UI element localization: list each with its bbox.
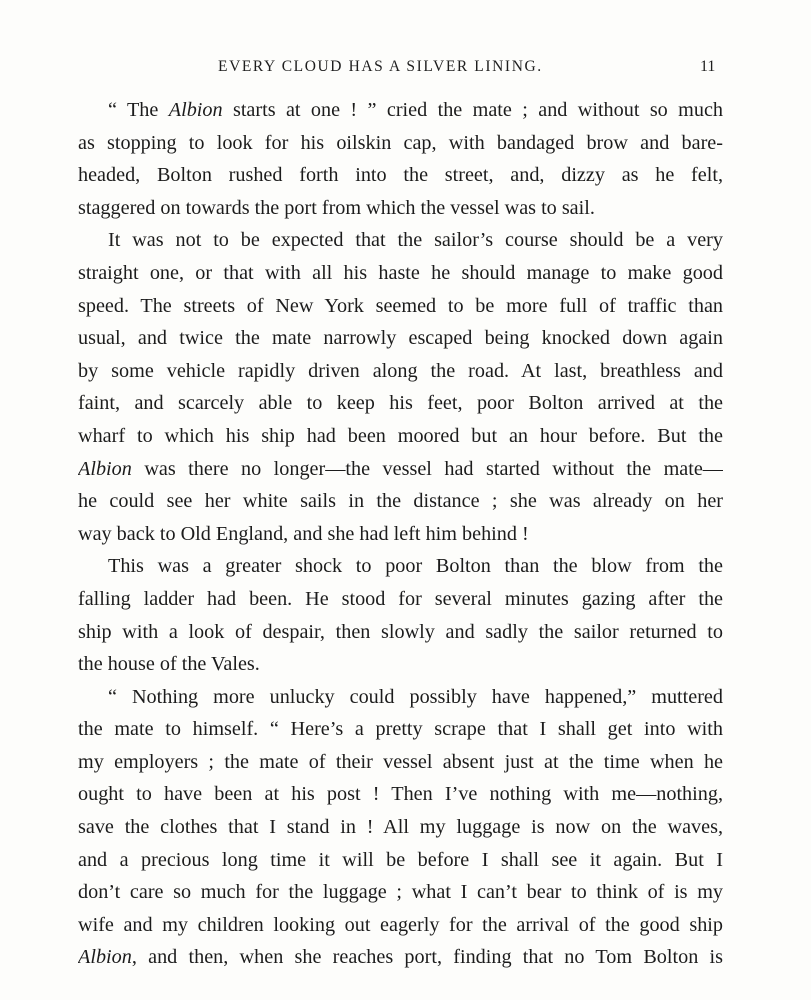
text-run: he could see her white sails in the distance ; she was already on her bbox=[78, 490, 723, 513]
text-run: “ The bbox=[108, 99, 169, 121]
text-run: my employers ; the mate of their vessel absent just at the time when he bbox=[78, 750, 723, 773]
text-run: save the clothes that I stand in ! All my luggage is now on the waves, bbox=[78, 816, 723, 839]
page-number: 11 bbox=[700, 58, 716, 75]
text-line bbox=[78, 941, 723, 974]
text-line bbox=[78, 844, 723, 877]
text-run: staggered on towards the port from which the vessel was to sail. bbox=[78, 196, 595, 219]
text-line bbox=[78, 648, 723, 681]
italic-ship-name: Albion bbox=[78, 946, 132, 969]
text-run: and a precious long time it will be before I shall see it again. But I bbox=[78, 848, 723, 871]
text-line bbox=[78, 420, 723, 453]
text-line bbox=[78, 322, 723, 355]
running-head bbox=[0, 58, 811, 82]
text-line bbox=[78, 290, 723, 323]
text-line bbox=[78, 550, 723, 583]
text-line bbox=[78, 224, 723, 257]
text-run: as stopping to look for his oilskin cap, with bandaged brow and bare- bbox=[78, 131, 723, 154]
text-line bbox=[78, 811, 723, 844]
text-line bbox=[78, 518, 723, 551]
text-run: don’t care so much for the luggage ; what I can’t bear to think of is my bbox=[78, 881, 723, 904]
text-line bbox=[78, 909, 723, 942]
text-run: was there no longer—the vessel had started without the mate— bbox=[131, 457, 723, 480]
text-run: This was a greater shock to poor Bolton than the blow from the bbox=[108, 555, 723, 578]
text-line bbox=[78, 387, 723, 420]
body-text bbox=[78, 94, 723, 974]
text-line bbox=[78, 616, 723, 649]
text-run: starts at one ! ” cried the mate ; and without so much bbox=[222, 99, 723, 121]
text-line bbox=[78, 355, 723, 388]
text-run: wife and my children looking out eagerly for the arrival of the good ship bbox=[78, 913, 723, 936]
text-line bbox=[78, 257, 723, 290]
text-run: headed, Bolton rushed forth into the street, and, dizzy as he felt, bbox=[78, 164, 723, 187]
text-run: straight one, or that with all his haste he should manage to make good bbox=[78, 261, 723, 284]
text-run: It was not to be expected that the sailor’s course should be a very bbox=[108, 229, 723, 252]
text-run: “ Nothing more unlucky could possibly have happened,” muttered bbox=[108, 685, 723, 708]
text-run: wharf to which his ship had been moored but an hour before. But the bbox=[78, 424, 723, 447]
running-title: EVERY CLOUD HAS A SILVER LINING. bbox=[218, 58, 543, 75]
text-line bbox=[78, 583, 723, 616]
text-line bbox=[78, 713, 723, 746]
text-run: speed. The streets of New York seemed to be more full of traffic than bbox=[78, 294, 723, 317]
italic-ship-name: Albion bbox=[168, 99, 223, 121]
text-run: way back to Old England, and she had left him behind ! bbox=[78, 522, 529, 545]
text-line bbox=[78, 159, 723, 192]
text-run: faint, and scarcely able to keep his feet, poor Bolton arrived at the bbox=[78, 392, 723, 415]
text-run: usual, and twice the mate narrowly escaped being knocked down again bbox=[78, 327, 723, 350]
text-line bbox=[78, 453, 723, 486]
italic-ship-name: Albion bbox=[78, 457, 132, 480]
text-run: , and then, when she reaches port, finding that no Tom Bolton is bbox=[131, 946, 723, 969]
text-line bbox=[78, 192, 723, 225]
text-line bbox=[78, 94, 723, 127]
text-run: falling ladder had been. He stood for several minutes gazing after the bbox=[78, 587, 723, 610]
text-run: by some vehicle rapidly driven along the road. At last, breathless and bbox=[78, 359, 723, 382]
text-line bbox=[78, 746, 723, 779]
text-line bbox=[78, 876, 723, 909]
text-run: ship with a look of despair, then slowly and sadly the sailor returned to bbox=[78, 620, 723, 643]
text-run: ought to have been at his post ! Then I’ve nothing with me—nothing, bbox=[78, 783, 723, 806]
text-line bbox=[78, 681, 723, 714]
text-line bbox=[78, 127, 723, 160]
text-run: the house of the Vales. bbox=[78, 653, 260, 676]
text-line bbox=[78, 778, 723, 811]
text-run: the mate to himself. “ Here’s a pretty scrape that I shall get into with bbox=[78, 718, 723, 741]
text-line bbox=[78, 485, 723, 518]
